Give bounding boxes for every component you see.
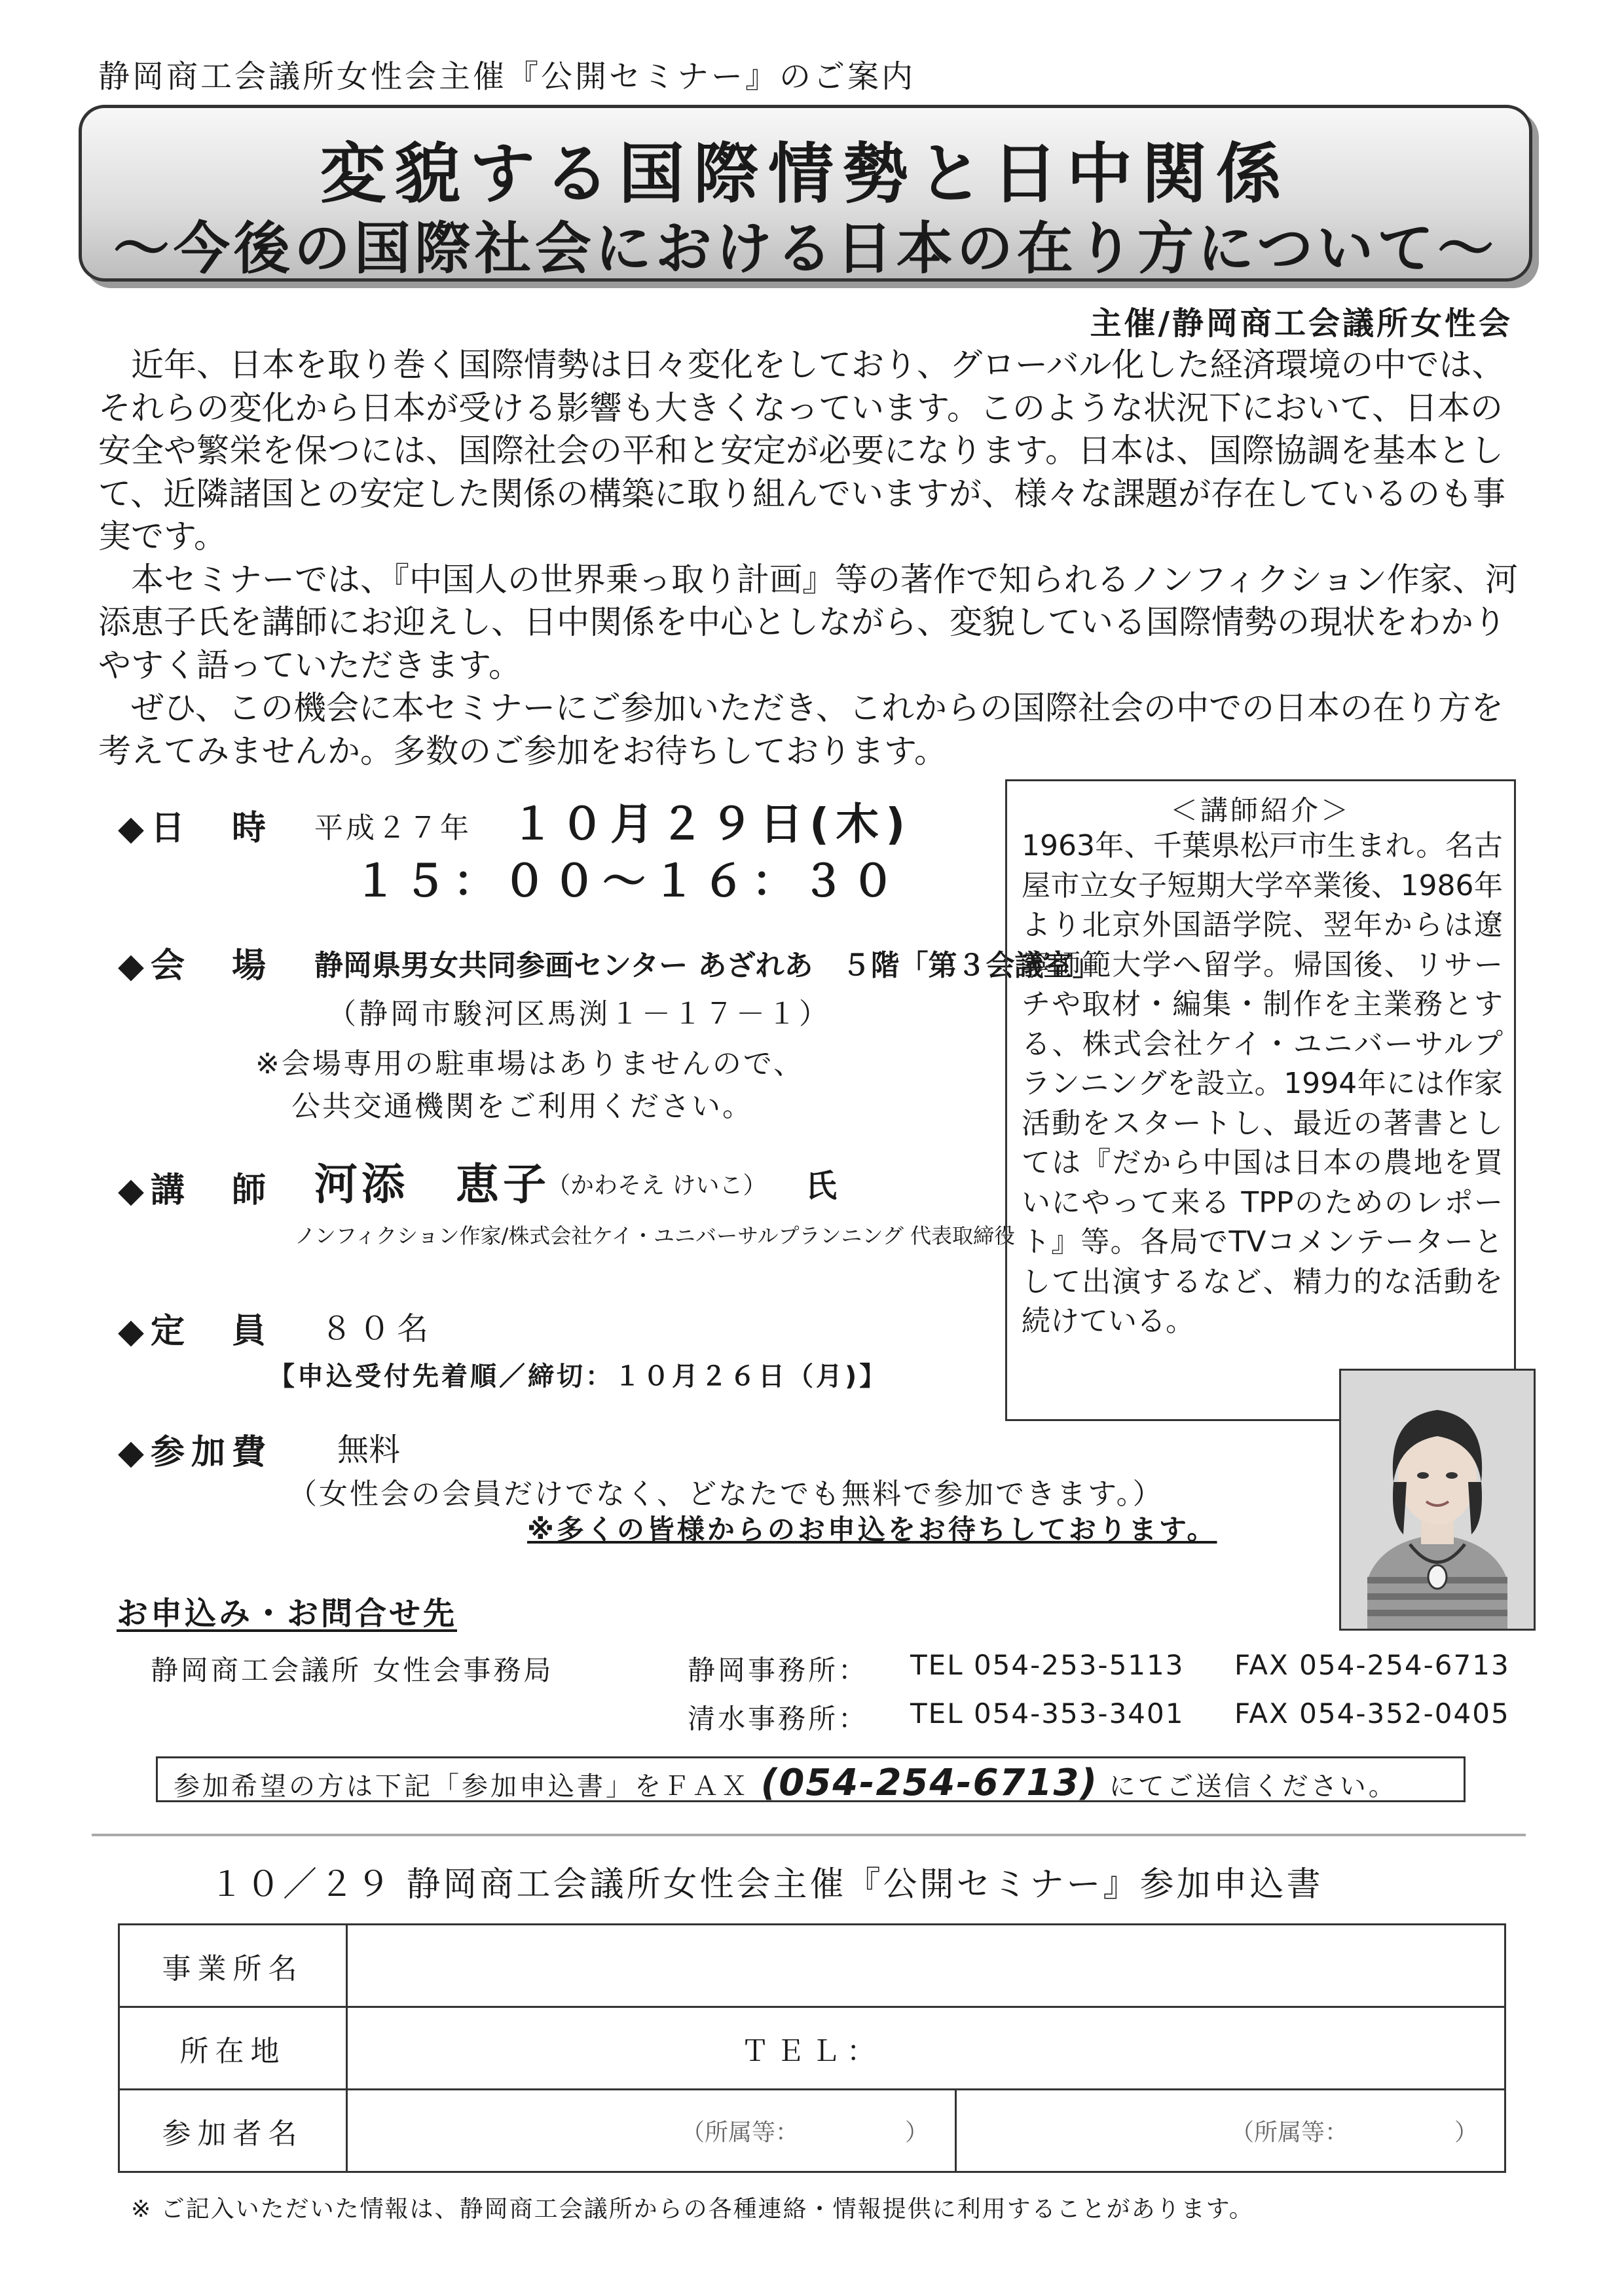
participants-label: 参加者名 [119,2090,347,2172]
company-label: 事業所名 [119,1925,347,2007]
organizer-label: 主催/静岡商工会議所女性会 [1090,305,1513,342]
fax-notice-after: にてご送信ください。 [1109,1771,1397,1802]
office-shimizu-name: 清水事務所： [688,1703,869,1735]
speaker-honorific: 氏 [805,1168,838,1204]
speaker-photo [1339,1369,1536,1631]
capacity-value: ８０名 [321,1310,435,1347]
flyer-header: 静岡商工会議所女性会主催『公開セミナー』のご案内 [98,58,916,95]
fax-notice [174,1762,1397,1804]
venue-label: ◆会 場 [118,946,272,986]
application-form-table [118,1923,1506,2173]
capacity-label: ◆定 員 [118,1312,272,1351]
fee-value: 無料 [337,1432,401,1468]
participant-2-field[interactable] [956,2090,1505,2172]
page-subtitle: ～今後の国際社会における日本の在り方について～ [113,216,1498,282]
contact-heading: お申込み・お問合せ先 [117,1595,458,1632]
participant-2-affiliation: （所属等： ） [1230,2119,1478,2146]
speaker-name: 河添 恵子 [314,1159,550,1210]
venue-parking-note: ※会場専用の駐車場はありませんので、 [255,1047,804,1081]
speaker-title: ノンフィクション作家/株式会社ケイ・ユニバーサルプランニング 代表取締役 [295,1223,1015,1248]
address-label: 所在地 [119,2007,347,2090]
portrait-illustration [1341,1371,1534,1629]
participant-1-affiliation: （所属等： ） [680,2119,929,2146]
fee-note: （女性会の会員だけでなく、どなたでも無料で参加できます。） [288,1477,1164,1511]
intro-paragraph-1: 近年、日本を取り巻く国際情勢は日々変化をしており、グローバル化した経済環境の中では、それらの変化から日本が受ける影響も大きくなっています。このような状況下において、日本の安全や繁栄を保つには、国際社会の平和と安定が必要になります。日本は、国際協調を基本として、近隣諸国との安定した関係の構築に取り組んでいますが、様々な課題が存在しているのも事実です。 [98,346,1505,555]
venue-address: （静岡市駿河区馬渕１－１７－１） [327,997,830,1031]
intro-paragraph-3: ぜひ、この機会に本セミナーにご参加いただき、これからの国際社会の中での日本の在り方を考えてみませんか。多数のご参加をお待ちしております。 [98,689,1504,770]
participant-1-field[interactable] [347,2090,956,2172]
contact-org: 静岡商工会議所 女性会事務局 [151,1654,554,1686]
office-shizuoka-fax: FAX 054-254-6713 [1234,1649,1510,1681]
intro-paragraph-2: 本セミナーでは、『中国人の世界乗っ取り計画』等の著作で知られるノンフィクション作家、河添恵子氏を講師にお迎えし、日中関係を中心としながら、変貌している国際情勢の現状をわかりやすく語っていただきます。 [98,560,1518,684]
speaker-label: ◆講 師 [118,1171,272,1210]
application-form-title: １０／２９ 静岡商工会議所女性会主催『公開セミナー』参加申込書 [210,1865,1323,1904]
form-row-address [119,2007,1505,2090]
office-shizuoka-tel: TEL 054-253-5113 [910,1649,1185,1681]
company-field[interactable] [347,1925,1505,2007]
privacy-note: ※ ご記入いただいた情報は、静岡商工会議所からの各種連絡・情報提供に利用することがあります。 [131,2196,1254,2223]
office-shizuoka-name: 静岡事務所： [688,1654,869,1686]
fax-notice-before: 参加希望の方は下記「参加申込書」をＦＡＸ [174,1771,750,1802]
venue-name: 静岡県男女共同参画センター あざれあ ５階「第３会議室」 [314,949,1101,982]
speaker-profile-text: 1963年、千葉県松戸市生まれ。名古屋市立女子短期大学卒業後、1986年より北京外国語学院、翌年からは遼寧師範大学へ留学。帰国後、リサーチや取材・編集・制作を主業務とする、株式会社ケイ・ユニバーサルプランニングを設立。1994年には作家活動をスタートし、最近の著書としては『だから中国は日本の農地を買いにやって来る TPPのためのレポート』等。各局でTVコメンテーターとして出演するなど、精力的な活動を続けている。 [1022,829,1503,1338]
form-row-company [119,1925,1505,2007]
date-label: ◆日 時 [118,809,272,848]
fee-emphasis: ※多くの皆様からのお申込をお待ちしております。 [527,1513,1217,1546]
capacity-note: 【申込受付先着順／締切：１０月２６日（月)】 [268,1361,889,1392]
fee-label: ◆参加費 [118,1433,272,1472]
office-shimizu-tel: TEL 054-353-3401 [910,1697,1185,1730]
time-value: １５：００～１６：３０ [354,856,901,906]
address-field[interactable] [347,2007,1505,2090]
tel-label: ＴＥＬ： [741,2034,882,2068]
date-value: １０月２９日(木) [511,799,912,849]
intro-text [98,344,1526,773]
cut-line-divider [92,1834,1526,1836]
date-era: 平成２７年 [314,811,471,845]
speaker-profile-title: ＜講師紹介＞ [1170,794,1351,826]
form-row-participants [119,2090,1505,2172]
page-title: 変貌する国際情勢と日中関係 [320,136,1291,212]
venue-transport-note: 公共交通機関をご利用ください。 [291,1090,753,1123]
fax-number: (054-254-6713) [760,1762,1099,1804]
speaker-reading: （かわそえ けいこ） [547,1172,767,1199]
office-shimizu-fax: FAX 054-352-0405 [1234,1697,1510,1730]
